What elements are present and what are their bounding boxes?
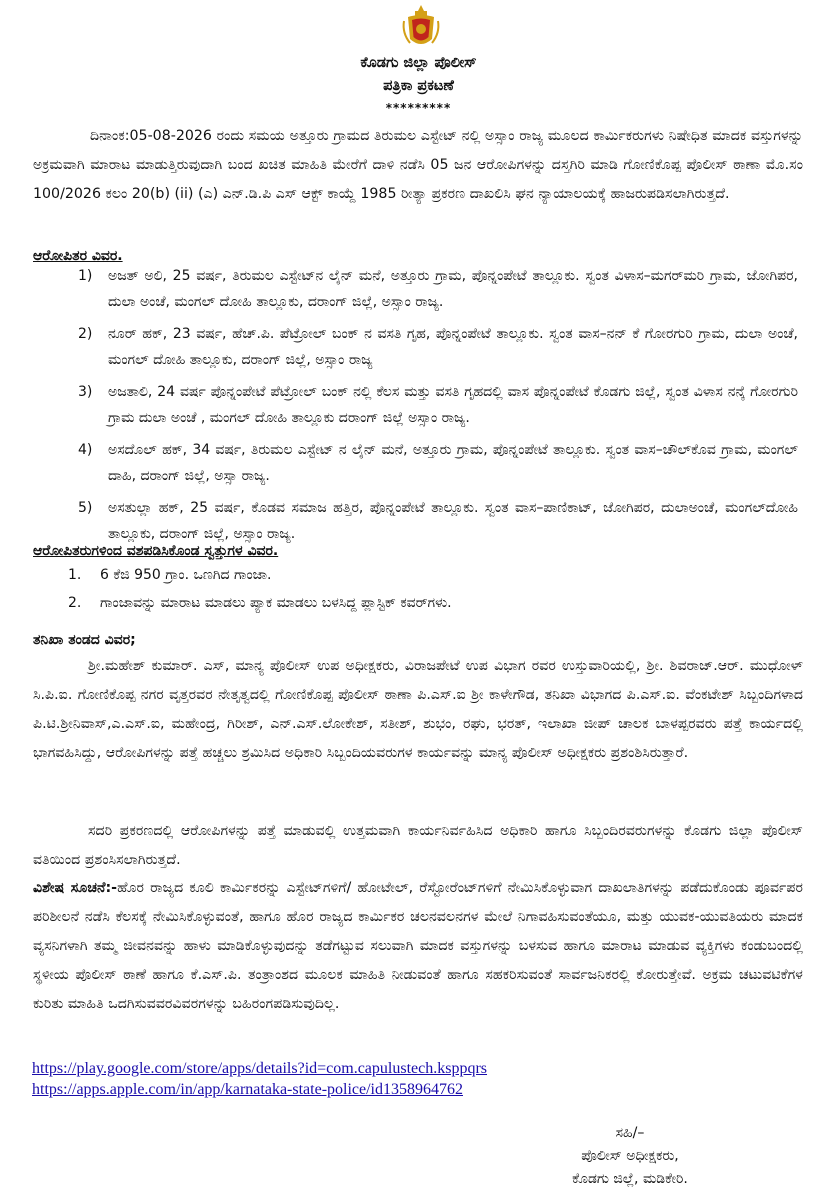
accused-list <box>78 263 798 553</box>
signature-designation: ಪೊಲೀಸ್ ಅಧೀಕ್ಷಕರು, <box>581 1148 679 1164</box>
app-store-link[interactable]: https://apps.apple.com/in/app/karnataka-state-police/id1358964762 <box>32 1081 463 1098</box>
play-store-link[interactable]: https://play.google.com/store/apps/details?id=com.capulustech.ksppqrs <box>32 1060 488 1077</box>
accused-text: ಅಜತಾಲಿ, 24 ವರ್ಷ ಪೊನ್ನಂಪೇಟೆ ಪೆಟ್ರೋಲ್ ಬಂಕ್ ನಲ್ಲಿ ಕೆಲಸ ಮತ್ತು ವಸತಿ ಗೃಹದಲ್ಲಿ ವಾಸ ಪೊನ್ನಂಪೇಟೆ ಕೊಡಗು ಜಿಲ್ಲೆ, ಸ್ವಂತ ವಿಳಾಸ ನನ್ಕೆ ಗೋರಗುರಿ ಗ್ರಾಮ ದುಲಾ ಅಂಚೆ , ಮಂಗಲ್ ದೋಹಿ ತಾಲ್ಲೂಕು ದರಾಂಗ್ ಜಿಲ್ಲೆ ಅಸ್ಸಾಂ ರಾಜ್ಯ. <box>108 384 798 426</box>
district-heading: ಕೊಡಗು ಜಿಲ್ಲಾ ಪೊಲೀಸ್ <box>360 55 477 71</box>
page-title: ಪತ್ರಿಕಾ ಪ್ರಕಟಣೆ <box>383 78 454 94</box>
team-section-title: ತನಿಖಾ ತಂಡದ ವಿವರ; <box>33 632 136 648</box>
list-number: 2. <box>68 595 82 611</box>
signature-sd: ಸಹಿ/– <box>615 1125 645 1141</box>
list-number: 4) <box>78 442 93 458</box>
list-item <box>78 495 798 547</box>
notice-text: ಹೊರ ರಾಜ್ಯದ ಕೂಲಿ ಕಾರ್ಮಿಕರನ್ನು ಎಸ್ಟೇಟ್‌ಗಳಿಗೆ/ ಹೋಟೇಲ್, ರೆಸ್ಟೋರೆಂಟ್‌ಗಳಿಗೆ ನೇಮಿಸಿಕೊಳ್ಳುವಾಗ ದಾಖಲಾತಿಗಳನ್ನು ಪಡೆದುಕೊಂಡು ಪೂರ್ವಪರ ಪರಿಶೀಲನೆ ನಡೆಸಿ ಕೆಲಸಕ್ಕೆ ನೇಮಿಸಿಕೊಳ್ಳುವಂತೆ, ಹಾಗೂ ಹೊರ ರಾಜ್ಯದ ಕಾರ್ಮಿಕರ ಚಲನವಲನಗಳ ಮೇಲೆ ನಿಗಾವಹಿಸುವಂತೆಯೂ, ಮತ್ತು ಯುವಕ-ಯುವತಿಯರು ಮಾದಕ ವ್ಯಸನಿಗಳಾಗಿ ತಮ್ಮ ಜೀವನವನ್ನು ಹಾಳು ಮಾಡಿಕೊಳ್ಳುವುದನ್ನು ತಡೆಗಟ್ಟುವ ಸಲುವಾಗಿ ಮಾದಕ ವಸ್ತುಗಳನ್ನು ಬಳಸುವ ಹಾಗೂ ಮಾರಾಟ ಮಾಡುವ ವ್ಯಕ್ತಿಗಳು ಕಂಡುಬಂದಲ್ಲಿ ಸ್ಥಳೀಯ ಪೊಲೀಸ್ ಠಾಣೆ ಹಾಗೂ ಕೆ.ಎಸ್.ಪಿ. ತಂತ್ರಾಂಶದ ಮೂಲಕ ಮಾಹಿತಿ ನೀಡುವಂತೆ ಹಾಗೂ ಸಹಕರಿಸುವಂತೆ ಸಾರ್ವಜನಿಕರಲ್ಲಿ ಕೋರುತ್ತೇವೆ. ಅಕ್ರಮ ಚಟುವಟಿಕೆಗಳ ಕುರಿತು ಮಾಹಿತಿ ಒದಗಿಸುವವರವಿವರಗಳನ್ನು ಬಹಿರಂಗಪಡಿಸುವುದಿಲ್ಲ. <box>33 880 804 1012</box>
seized-text: 6 ಕೆಜಿ 950 ಗ್ರಾಂ. ಒಣಗಿದ ಗಾಂಜಾ. <box>100 567 272 583</box>
karnataka-police-emblem-icon <box>400 3 442 51</box>
list-item <box>78 379 798 431</box>
list-item <box>78 263 798 315</box>
accused-section-title: ಆರೋಪಿತರ ವಿವರ. <box>33 248 123 264</box>
list-item <box>78 437 798 489</box>
accused-text: ಅಸದೊಲ್ ಹಕ್, 34 ವರ್ಷ, ತಿರುಮಲ ಎಸ್ಟೇಟ್ ನ ಲೈನ್ ಮನೆ, ಅತ್ತೂರು ಗ್ರಾಮ, ಪೊನ್ನಂಪೇಟೆ ತಾಲ್ಲೂಕು. ಸ್ವಂತ ವಾಸ–ಚೌಲ್‌ಕೊವ ಗ್ರಾಮ, ಮಂಗಲ್ ದಾಹಿ, ದರಾಂಗ್ ಜಿಲ್ಲೆ, ಅಸ್ಸಾ ರಾಜ್ಯ. <box>108 442 798 484</box>
seized-text: ಗಾಂಜಾವನ್ನು ಮಾರಾಟ ಮಾಡಲು ಪ್ಯಾಕ ಮಾಡಲು ಬಳಸಿದ್ದ ಪ್ಲಾಸ್ಟಿಕ್ ಕವರ್‌ಗಳು. <box>100 595 452 611</box>
app-links <box>32 1058 487 1100</box>
signature-office: ಕೊಡಗು ಜಿಲ್ಲೆ, ಮಡಿಕೇರಿ. <box>572 1171 688 1187</box>
list-number: 1. <box>68 567 82 583</box>
list-item <box>78 321 798 373</box>
special-notice <box>33 874 803 1019</box>
accused-text: ಅಸತುಲ್ಲಾ ಹಕ್, 25 ವರ್ಷ, ಕೊಡವ ಸಮಾಜ ಹತ್ತಿರ, ಪೊನ್ನಂಪೇಟೆ ತಾಲ್ಲೂಕು. ಸ್ವಂತ ವಾಸ–ಪಾಣಿಕಾಟ್, ಜೋಗಿಪರ, ದುಲಾಅಂಚೆ, ಮಂಗಲ್‌ದೋಹಿ ತಾಲ್ಲೂಕು, ದರಾಂಗ್ ಜಿಲ್ಲೆ, ಅಸ್ಸಾಂ ರಾಜ್ಯ. <box>108 500 798 542</box>
list-item <box>68 589 788 617</box>
accused-text: ನೂರ್ ಹಕ್, 23 ವರ್ಷ, ಹೆಚ್.ಪಿ. ಪೆಟ್ರೋಲ್ ಬಂಕ್ ನ ವಸತಿ ಗೃಹ, ಪೊನ್ನಂಪೇಟೆ ತಾಲ್ಲೂಕು. ಸ್ವಂತ ವಾಸ–ನನ್ ಕೆ ಗೋರಗುರಿ ಗ್ರಾಮ, ದುಲಾ ಅಂಚೆ, ಮಂಗಲ್ ದೋಹಿ ತಾಲ್ಲೂಕು, ದರಾಂಗ್ ಜಿಲ್ಲೆ, ಅಸ್ಸಾಂ ರಾಜ್ಯ <box>108 326 798 368</box>
intro-paragraph: ದಿನಾಂಕ:05-08-2026 ರಂದು ಸಮಯ ಅತ್ತೂರು ಗ್ರಾಮದ ತಿರುಮಲ ಎಸ್ಟೇಟ್ ನಲ್ಲಿ ಅಸ್ಸಾಂ ರಾಜ್ಯ ಮೂಲದ ಕಾರ್ಮಿಕರುಗಳು ನಿಷೇಧಿತ ಮಾದಕ ವಸ್ತುಗಳನ್ನು ಅಕ್ರಮವಾಗಿ ಮಾರಾಟ ಮಾಡುತ್ತಿರುವುದಾಗಿ ಬಂದ ಖಚಿತ ಮಾಹಿತಿ ಮೇರೆಗೆ ದಾಳಿ ನಡೆಸಿ 05 ಜನ ಆರೋಪಿಗಳನ್ನು ದಸ್ತಗಿರಿ ಮಾಡಿ ಗೋಣಿಕೊಪ್ಪ ಪೊಲೀಸ್ ಠಾಣಾ ಮೊ.ಸಂ 100/2026 ಕಲಂ 20(b) (ii) (ಎ) ಎನ್.ಡಿ.ಪಿ ಎಸ್ ಆಕ್ಟ್ ಕಾಯ್ದೆ 1985 ರೀತ್ಯಾ ಪ್ರಕರಣ ದಾಖಲಿಸಿ ಘನ ನ್ಯಾಯಾಲಯಕ್ಕೆ ಹಾಜರುಪಡಿಸಲಾಗಿರುತ್ತದೆ. <box>33 128 803 202</box>
accused-text: ಅಜತ್ ಅಲಿ, 25 ವರ್ಷ, ತಿರುಮಲ ಎಸ್ಟೇಟ್‌ನ ಲೈನ್ ಮನೆ, ಅತ್ತೂರು ಗ್ರಾಮ, ಪೊನ್ನಂಪೇಟೆ ತಾಲ್ಲೂಕು. ಸ್ವಂತ ವಿಳಾಸ–ಮಗರ್‌ಮರಿ ಗ್ರಾಮ, ಜೋಗಿಪರ, ದುಲಾ ಅಂಚೆ, ಮಂಗಲ್ ದೋಹಿ ತಾಲ್ಲೂಕು, ದರಾಂಗ್ ಜಿಲ್ಲೆ, ಅಸ್ಸಾಂ ರಾಜ್ಯ. <box>108 268 798 310</box>
list-item <box>68 561 788 589</box>
commendation-paragraph: ಸದರಿ ಪ್ರಕರಣದಲ್ಲಿ ಆರೋಪಿಗಳನ್ನು ಪತ್ತೆ ಮಾಡುವಲ್ಲಿ ಉತ್ತಮವಾಗಿ ಕಾರ್ಯನಿರ್ವಹಿಸಿದ ಅಧಿಕಾರಿ ಹಾಗೂ ಸಿಬ್ಬಂದಿರವರುಗಳನ್ನು ಕೊಡಗು ಜಿಲ್ಲಾ ಪೊಲೀಸ್ ವತಿಯಿಂದ ಪ್ರಶಂಸಿಸಲಾಗಿರುತ್ತದೆ. <box>33 823 803 868</box>
stars-divider: ********* <box>385 101 452 115</box>
list-number: 1) <box>78 268 93 284</box>
list-number: 2) <box>78 326 93 342</box>
seized-section-title: ಆರೋಪಿತರುಗಳಿಂದ ವಶಪಡಿಸಿಕೊಂಡ ಸ್ವತ್ತುಗಳ ವಿವರ. <box>33 543 279 559</box>
team-paragraph: ಶ್ರೀ.ಮಹೇಶ್ ಕುಮಾರ್. ಎಸ್, ಮಾನ್ಯ ಪೊಲೀಸ್ ಉಪ ಅಧೀಕ್ಷಕರು, ವಿರಾಜಪೇಟೆ ಉಪ ವಿಭಾಗ ರವರ ಉಸ್ತುವಾರಿಯಲ್ಲಿ, ಶ್ರೀ. ಶಿವರಾಜ್.ಆರ್. ಮುಧೋಳ್ ಸಿ.ಪಿ.ಐ. ಗೋಣಿಕೊಪ್ಪ ನಗರ ವೃತ್ತರವರ ನೇತೃತ್ವದಲ್ಲಿ ಗೋಣಿಕೊಪ್ಪ ಪೊಲೀಸ್ ಠಾಣಾ ಪಿ.ಎಸ್.ಐ ಶ್ರೀ ಕಾಳೇಗೌಡ, ತನಿಖಾ ವಿಭಾಗದ ಪಿ.ಎಸ್.ಐ. ವೆಂಕಟೇಶ್ ಸಿಬ್ಬಂದಿಗಳಾದ ಪಿ.ಟಿ.ಶ್ರೀನಿವಾಸ್,ಎ.ಎಸ್.ಐ, ಮಹೇಂದ್ರ, ಗಿರೀಶ್, ಎನ್.ಎಸ್.ಲೋಕೇಶ್, ಸತೀಶ್, ಶುಭಂ, ರಘು, ಭರತ್, ಇಲಾಖಾ ಜೀಪ್ ಚಾಲಕ ಬಾಳಪ್ಪರವರು ಪತ್ತೆ ಕಾರ್ಯದಲ್ಲಿ ಭಾಗವಹಿಸಿದ್ದು, ಆರೋಪಿಗಳನ್ನು ಪತ್ತೆ ಹಚ್ಚಲು ಶ್ರಮಿಸಿದ ಅಧಿಕಾರಿ ಸಿಬ್ಬಂದಿಯವರುಗಳ ಕಾರ್ಯವನ್ನು ಮಾನ್ಯ ಪೊಲೀಸ್ ಅಧೀಕ್ಷಕರು ಪ್ರಶಂಶಿಸಿರುತ್ತಾರೆ. <box>33 658 803 761</box>
list-number: 3) <box>78 384 93 400</box>
seized-list <box>68 561 788 617</box>
list-number: 5) <box>78 500 93 516</box>
notice-label: ವಿಶೇಷ ಸೂಚನೆ:- <box>33 880 118 896</box>
